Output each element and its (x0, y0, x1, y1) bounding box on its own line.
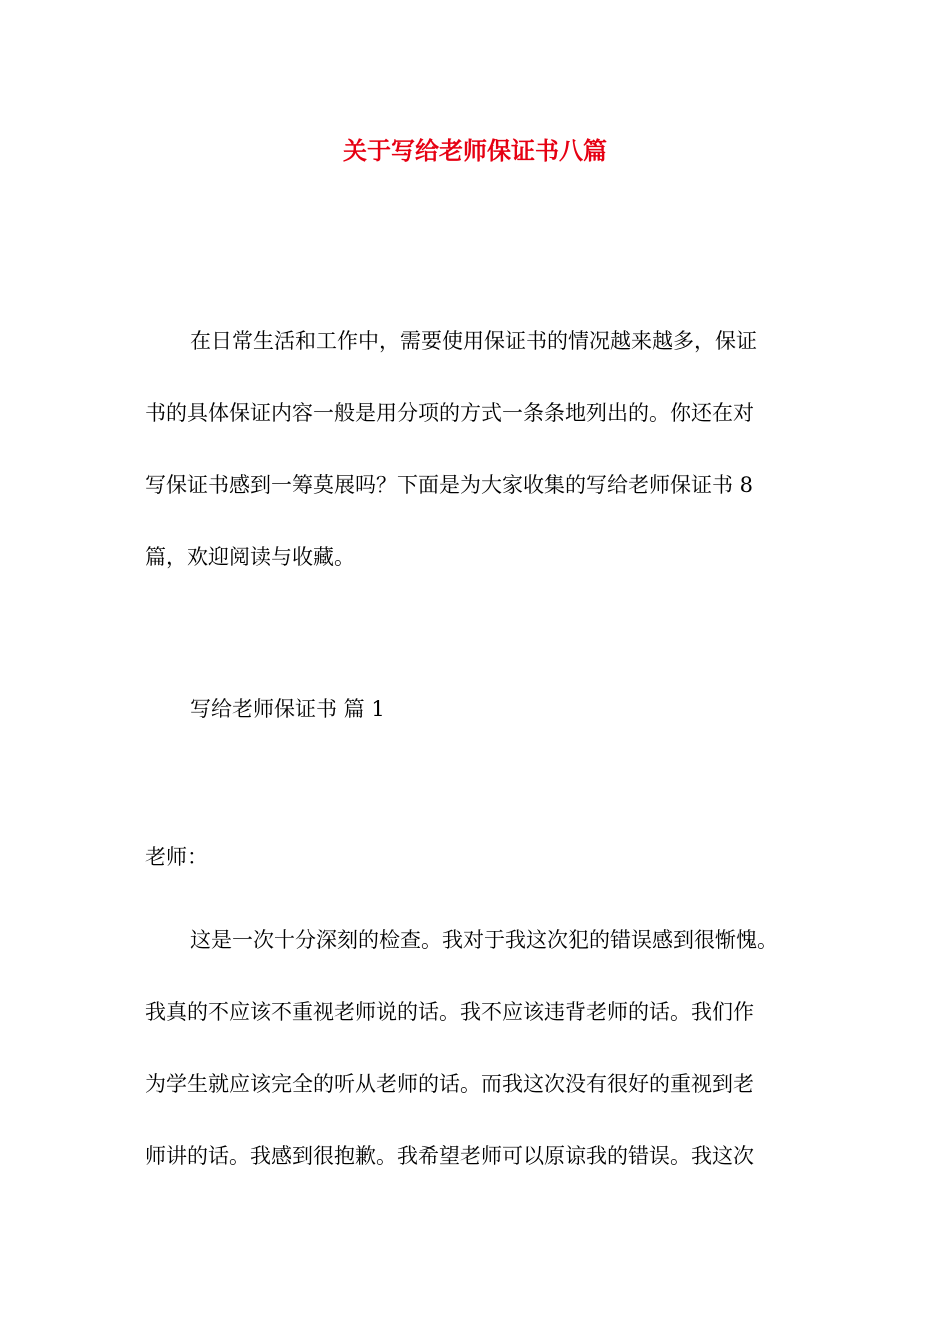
salutation: 老师： (145, 845, 208, 869)
intro-line-3: 写保证书感到一筹莫展吗？下面是为大家收集的写给老师保证书 8 (145, 473, 754, 497)
intro-line-2: 书的具体保证内容一般是用分项的方式一条条地列出的。你还在对 (145, 401, 754, 425)
intro-line-4: 篇，欢迎阅读与收藏。 (145, 545, 355, 569)
section-heading: 写给老师保证书 篇 1 (190, 697, 385, 721)
body-line-2: 我真的不应该不重视老师说的话。我不应该违背老师的话。我们作 (145, 1000, 754, 1024)
body-line-1: 这是一次十分深刻的检查。我对于我这次犯的错误感到很惭愧。 (190, 928, 778, 952)
body-line-3: 为学生就应该完全的听从老师的话。而我这次没有很好的重视到老 (145, 1072, 754, 1096)
intro-line-1: 在日常生活和工作中，需要使用保证书的情况越来越多，保证 (190, 329, 757, 353)
body-line-4: 师讲的话。我感到很抱歉。我希望老师可以原谅我的错误。我这次 (145, 1144, 754, 1168)
document-title: 关于写给老师保证书八篇 (343, 137, 607, 165)
